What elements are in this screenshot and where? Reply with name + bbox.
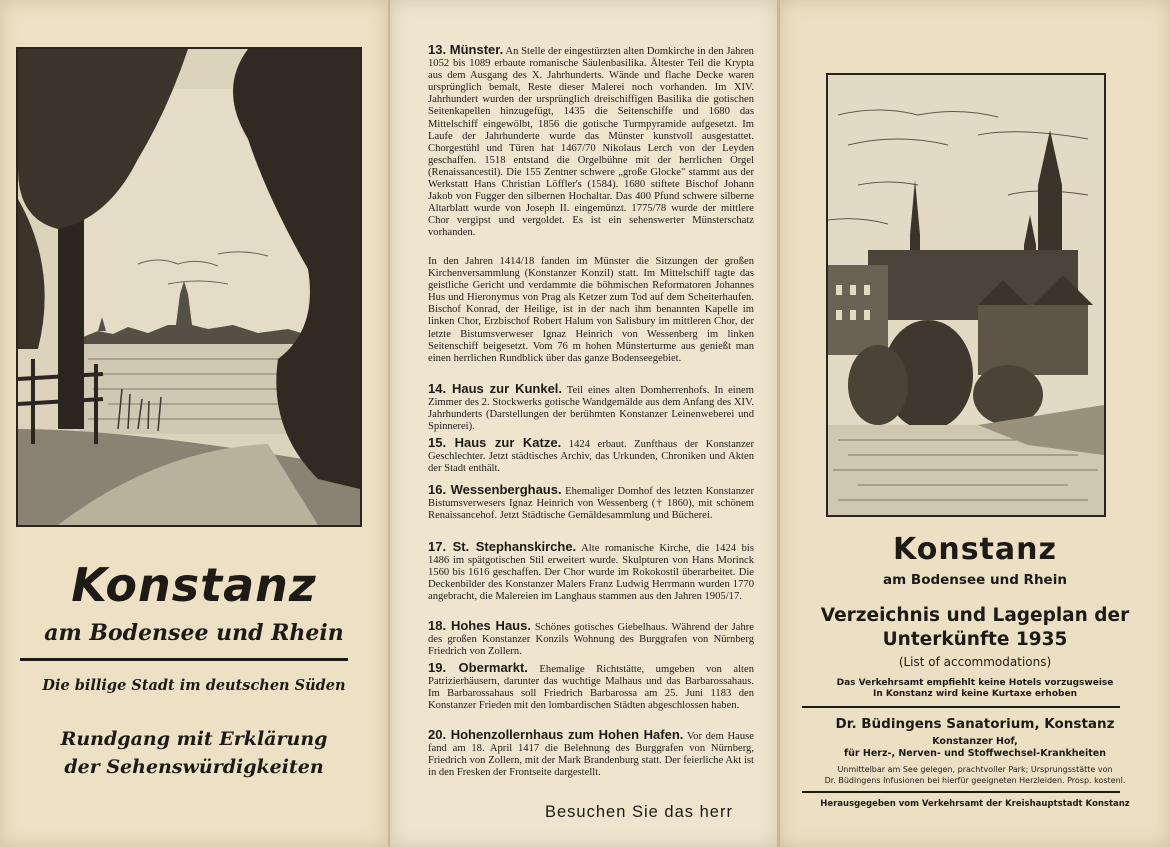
section-19-heading: 19. Obermarkt.	[428, 660, 528, 675]
right-heading-line-1: Verzeichnis und Lageplan der	[820, 605, 1130, 626]
left-divider	[20, 658, 348, 661]
right-cover-panel	[780, 0, 1170, 847]
section-13-text: An Stelle der eingestürzten alten Domkirche in den Jahren 1052 bis 1089 erbaute romanische Säulenbasilika. Ältester Teil die Krypta aus dem Ausgang des X. Jahrhunderts. Wände und flache Decke waren ursprünglich bemalt, Reste dieser Malerei noch vorhanden. Im XIV. Jahrhundert wurden der ursprünglich dreischiffigen Basilika die gotischen Seitenkapellen hinzugefügt, 1435 die Seitenschiffe und 1680 das Mittelschiff eingewölbt, 1856 die gotische Turmpyramide aufgesetzt. Im Laufe der Jahrhunderte wurde das Münster kunstvoll ausgestattet. Chorgestühl und Türen hat 1467/70 Nikolaus Lerch von der Leyden geschaffen. 1518 entstand die Orgelbühne mit der herrlichen Orgel (Renaissancestil). Die 155 Zentner schwere „große Glocke" stammt aus der Werkstatt Hans Christian Löffler's (1584). 1680 stiftete Bischof Johann Jakob von Fugger den silbernen Hochaltar. Das 400 Pfund schwere silberne Altarblatt wurde von Joseph II. eingemünzt. 1775/78 wurde der mittlere Chor vergipst und vergoldet. Es ist ein sehenswerter Münsterschatz vorhanden.	[428, 46, 754, 239]
section-19	[428, 662, 754, 712]
sanatorium-specialty: für Herz-, Nerven- und Stoffwechsel-Krankheiten	[844, 748, 1106, 759]
section-16-heading: 16. Wessenberghaus.	[428, 482, 562, 497]
right-heading-line-2: Unterkünfte 1935	[882, 629, 1068, 650]
lake-view-illustration	[16, 47, 362, 527]
right-english-subtitle: (List of accommodations)	[898, 655, 1052, 669]
sanatorium-ad-line-2: Dr. Büdingens Infusionen bei hierfür geeigneten Herzleiden. Prosp. kostenl.	[824, 776, 1126, 785]
left-tagline: Die billige Stadt im deutschen Süden	[42, 677, 346, 694]
section-13	[428, 44, 754, 240]
left-description-line-2: der Sehenswürdigkeiten	[64, 756, 324, 778]
section-19-text: Ehemalige Richtstätte, umgeben von alten Patrizierhäusern, darunter das wuchtige Malhaus und das Barbarossahaus. Im Barbarossahaus soll Friedrich Barbarossa am 25. Juni 1183 den Konstanzer Frieden mit den lombardischen Städten abgeschlossen haben.	[428, 664, 754, 712]
section-13-continued-text: In den Jahren 1414/18 fanden im Münster die Sitzungen der großen Kirchenversammlung (Konstanzer Konzil) statt. Im Mittelschiff tagte das geistliche Gericht und verdammte die böhmischen Reformatoren Johannes Hus und Hieronymus von Prag als Ketzer zum Tod auf dem Scheiterhaufen. Bischof Konrad, der Heilige, ist in der nach ihm benannten Kapelle im linken Chor, Erzbischof Robert Halum von Salisbury im mittleren Chor, der letzte Bistumsverweser Ignaz Heinrich von Wessenberg im linken Seitenschiff beigesetzt. Vom 76 m hohen Münsterturme aus genießt man einen herrlichen Rundblick über das ganze Bodenseegebiet.	[428, 256, 754, 364]
section-14	[428, 383, 754, 433]
sanatorium-name: Dr. Büdingens Sanatorium, Konstanz	[835, 716, 1115, 732]
right-title: Konstanz	[893, 532, 1057, 567]
section-14-heading: 14. Haus zur Kunkel.	[428, 381, 563, 396]
left-cover-panel	[0, 0, 388, 847]
section-20-heading: 20. Hohenzollernhaus zum Hohen Hafen.	[428, 727, 684, 742]
sanatorium-ad-line-1: Unmittelbar am See gelegen, prachtvoller Park; Ursprungsstätte von	[837, 765, 1113, 774]
section-20	[428, 729, 754, 779]
right-note-1: Das Verkehrsamt empfiehlt keine Hotels vorzugsweise	[836, 678, 1114, 688]
section-13-heading: 13. Münster.	[428, 42, 504, 57]
section-17	[428, 541, 754, 603]
section-18	[428, 620, 754, 658]
cathedral-illustration	[826, 73, 1106, 517]
section-13-continued	[428, 256, 754, 365]
left-description-line-1: Rundgang mit Erklärung	[60, 728, 328, 750]
section-20-text: Vor dem Hause fand am 18. April 1417 die Belehnung des Burggrafen von Nürnberg, Friedrich von Zollern, mit der Mark Brandenburg statt. Der feierliche Akt ist in den Fresken der Frontseite dargestellt.	[428, 731, 754, 779]
section-15-text: 1424 erbaut. Zunfthaus der Konstanzer Geschlechter. Jetzt städtisches Archiv, das Urkunden, Chroniken und Akten der Stadt enthält.	[428, 439, 754, 475]
right-divider-2	[802, 791, 1120, 793]
section-14-text: Teil eines alten Domherrenhofs. In einem Zimmer des 2. Stockwerks gotische Wandgemälde aus dem Anfang des XIV. Jahrhunderts (Darstellungen der berühmten Konstanzer Leinenweberei und Spinnerei).	[428, 385, 754, 433]
middle-footer-text: Besuchen Sie das herr	[545, 803, 733, 821]
right-divider-1	[802, 706, 1120, 708]
sanatorium-hof: Konstanzer Hof,	[932, 736, 1018, 747]
section-17-heading: 17. St. Stephanskirche.	[428, 539, 577, 554]
publisher-line: Herausgegeben vom Verkehrsamt der Kreishauptstadt Konstanz	[820, 799, 1130, 809]
right-subtitle: am Bodensee und Rhein	[883, 572, 1067, 588]
section-15	[428, 437, 754, 475]
left-subtitle: am Bodensee und Rhein	[44, 620, 344, 646]
right-note-2: In Konstanz wird keine Kurtaxe erhoben	[873, 689, 1077, 699]
section-15-heading: 15. Haus zur Katze.	[428, 435, 562, 450]
left-title: Konstanz	[71, 558, 317, 612]
section-18-text: Schönes gotisches Giebelhaus. Während der Jahre des großen Konstanzer Konzils Wohnung des Burggrafen von Nürnberg Friedrich von Zollern.	[428, 622, 754, 658]
middle-text-panel	[390, 0, 778, 847]
section-18-heading: 18. Hohes Haus.	[428, 618, 531, 633]
section-17-text: Alte romanische Kirche, die 1424 bis 1486 im spätgotischen Stil erweitert wurde. Skulpturen von Hans Morinck 1560 bis 1616 geschaffen. Der Chor wurde im Rokokostil überarbeitet. Die Deckenbilder des Konstanzer Malers Franz Ludwig Herrmann wurden 1770 angebracht, die Malereien im Langhaus stammen aus den Jahren 1905/17.	[428, 543, 754, 603]
section-16	[428, 484, 754, 522]
section-16-text: Ehemaliger Domhof des letzten Konstanzer Bistumsverwesers Ignaz Heinrich von Wessenberg († 1860), mit schönem Renaissancehof. Jetzt Städtische Gemäldesammlung und Bücherei.	[428, 486, 754, 522]
